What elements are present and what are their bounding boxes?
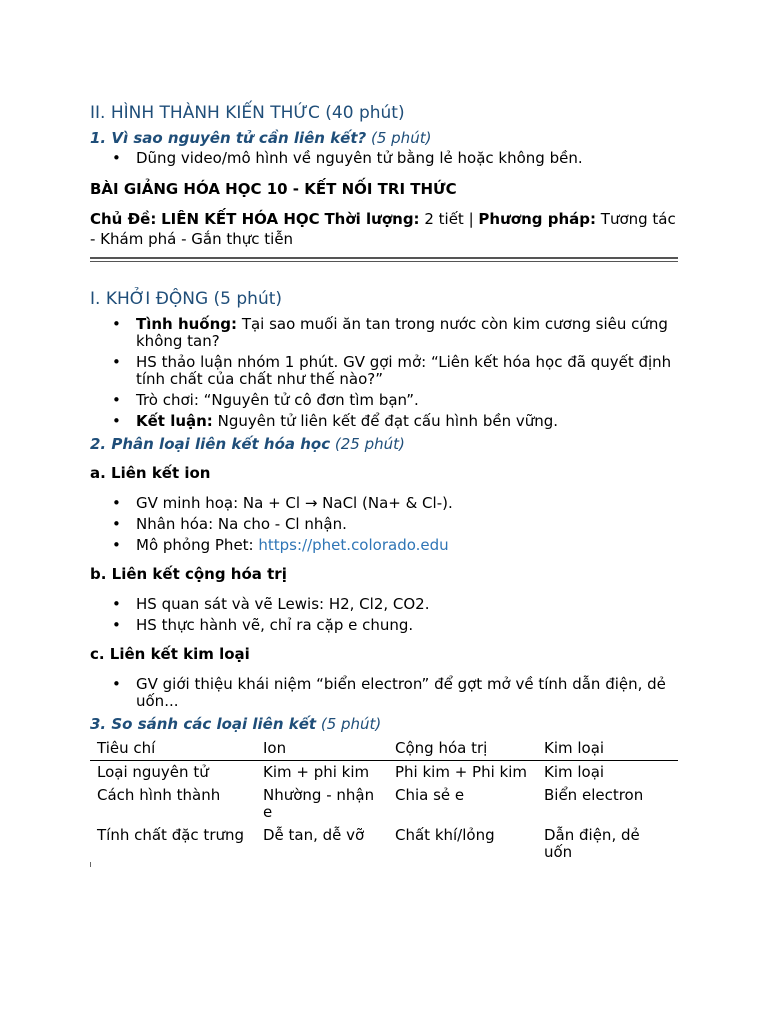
topic-label: Chủ Đề: — [90, 210, 157, 228]
header-cell: Cộng hóa trị — [388, 738, 537, 761]
list-item: • HS thực hành vẽ, chỉ ra cặp e chung. — [112, 617, 678, 634]
list-item: • Nhân hóa: Na cho - Cl nhận. — [112, 516, 678, 533]
table-row — [90, 824, 678, 864]
table-cell: Chất khí/lỏng — [395, 826, 495, 844]
divider-top — [90, 257, 678, 259]
section-1-heading: I. KHỞI ĐỘNG (5 phút) — [90, 289, 283, 309]
text-cursor-mark — [90, 862, 91, 867]
header-cell: Tiêu chí — [90, 738, 256, 761]
subsection-3-duration: (5 phút) — [320, 715, 382, 733]
table-cell: Cách hình thành — [97, 786, 221, 804]
comparison-table — [90, 738, 678, 864]
metallic-bond-heading: c. Liên kết kim loại — [90, 645, 250, 663]
list-item: • GV minh hoạ: Na + Cl → NaCl (Na+ & Cl-). — [112, 495, 678, 512]
phet-link[interactable]: https://phet.colorado.edu — [258, 536, 449, 554]
subsection-2-title: 2. Phân loại liên kết hóa học — [90, 435, 331, 453]
table-row — [90, 784, 678, 824]
table-header-row — [90, 738, 678, 761]
header-cell: Ion — [256, 738, 388, 761]
section-1-list — [112, 316, 678, 434]
subsection-1-list — [112, 150, 678, 171]
method-value: Tương tác - Khám phá - Gắn thực tiễn — [90, 210, 676, 248]
item-text: HS thảo luận nhóm 1 phút. GV gợi mở: “Liên kết hóa học đã quyết định tính chất của chất như thế nào?” — [136, 353, 672, 388]
subsection-2-heading — [90, 435, 405, 453]
table-cell: Nhường - nhận e — [263, 786, 375, 821]
item-label: Tình huống: — [136, 315, 238, 333]
covalent-bond-heading: b. Liên kết cộng hóa trị — [90, 565, 287, 583]
list-item — [112, 354, 678, 388]
list-item: • GV giới thiệu khái niệm “biển electron” để gợt mở về tính dẫn điện, dẻ uốn... — [112, 676, 678, 710]
covalent-bond-list — [112, 596, 678, 638]
item-text: Nguyên tử liên kết để đạt cấu hình bền vững. — [217, 412, 559, 430]
time-value: 2 tiết | — [424, 210, 474, 228]
subsection-3-heading — [90, 715, 381, 733]
ionic-bond-heading: a. Liên kết ion — [90, 464, 211, 482]
table-cell: Phi kim + Phi kim — [395, 763, 528, 781]
table-cell: Kim + phi kim — [263, 763, 370, 781]
list-item — [112, 316, 678, 350]
list-item — [112, 537, 678, 554]
list-item — [112, 413, 678, 430]
divider-bottom — [90, 261, 678, 262]
table-row — [90, 761, 678, 785]
table-cell: Chia sẻ e — [395, 786, 465, 804]
section-2-heading: II. HÌNH THÀNH KIẾN THỨC (40 phút) — [90, 103, 405, 123]
topic-value: LIÊN KẾT HÓA HỌC — [161, 210, 320, 228]
table-cell: Dễ tan, dễ vỡ — [263, 826, 365, 844]
ionic-bond-list — [112, 495, 678, 558]
item-text: Tại sao muối ăn tan trong nước còn kim cương siêu cứng không tan? — [136, 315, 668, 350]
item-label: Kết luận: — [136, 412, 213, 430]
subsection-1-heading — [90, 129, 431, 147]
metallic-bond-list — [112, 676, 678, 714]
table-cell: Loại nguyên tử — [97, 763, 209, 781]
list-item — [112, 392, 678, 409]
table-cell: Kim loại — [544, 763, 605, 781]
time-label: Thời lượng: — [324, 210, 420, 228]
list-item: • Dũng video/mô hình về nguyên tử bằng lẻ hoặc không bền. — [112, 150, 678, 167]
subsection-2-duration: (25 phút) — [334, 435, 405, 453]
table-cell: Dẫn điện, dẻ uốn — [544, 826, 640, 861]
lesson-title: BÀI GIẢNG HÓA HỌC 10 - KẾT NỐI TRI THỨC — [90, 180, 457, 198]
subsection-1-title: 1. Vì sao nguyên tử cần liên kết? — [90, 129, 367, 147]
item-text: Trò chơi: “Nguyên tử cô đơn tìm bạn”. — [136, 391, 419, 409]
table-cell: Tính chất đặc trưng — [97, 826, 245, 844]
subsection-3-title: 3. So sánh các loại liên kết — [90, 715, 317, 733]
table-cell: Biển electron — [544, 786, 644, 804]
sim-label: Mô phỏng Phet: — [136, 536, 254, 554]
subsection-1-duration: (5 phút) — [371, 129, 432, 147]
list-item: • HS quan sát và vẽ Lewis: H2, Cl2, CO2. — [112, 596, 678, 613]
header-cell: Kim loại — [537, 738, 678, 761]
lesson-meta — [90, 209, 680, 249]
method-label: Phương pháp: — [478, 210, 596, 228]
